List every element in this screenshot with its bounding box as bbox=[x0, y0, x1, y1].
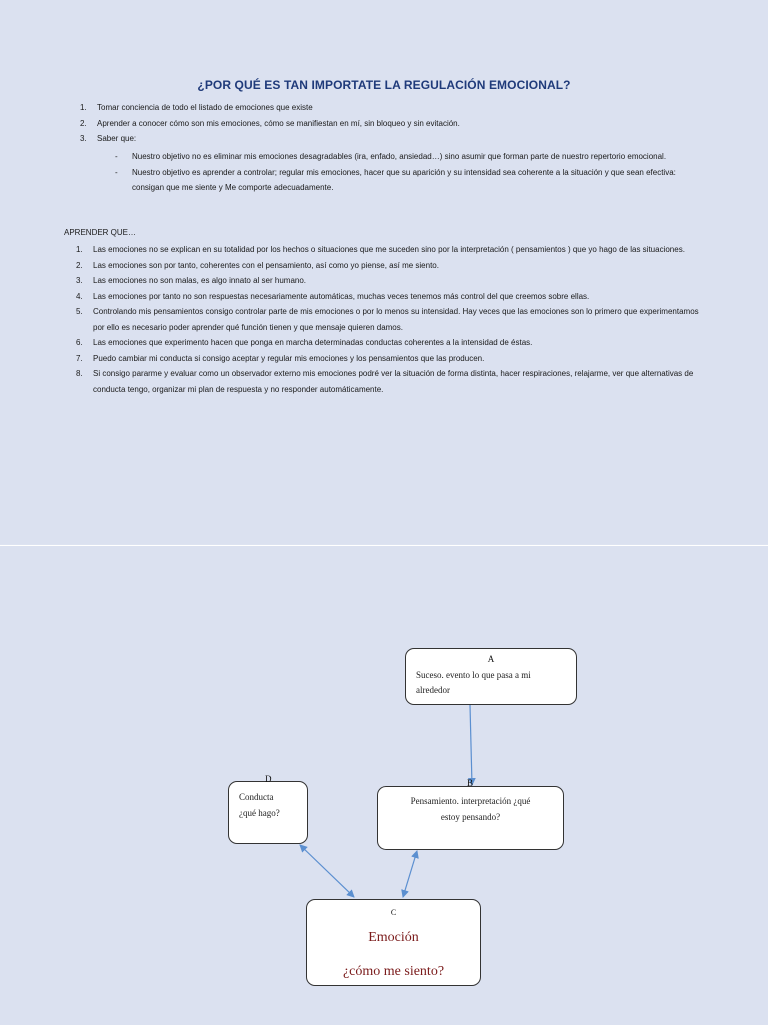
item-text: Las emociones no se explican en su totalidad por los hechos o situaciones que me suceden sino por la interpretación ( pensamientos ) que yo hago de las situaciones. bbox=[93, 245, 685, 254]
box-a-suceso bbox=[405, 648, 577, 705]
item-text: Tomar conciencia de todo el listado de emociones que existe bbox=[97, 103, 313, 112]
box-b-pensamiento bbox=[377, 786, 564, 850]
item-number: 3. bbox=[80, 134, 87, 143]
box-letter: B bbox=[467, 778, 474, 788]
item-number: 2. bbox=[80, 118, 87, 128]
item-text: Las emociones no son malas, es algo innato al ser humano. bbox=[93, 276, 307, 285]
item-text: Las emociones que experimento hacen que ponga en marcha determinadas conductas coherentes a la intensidad de éstas. bbox=[93, 338, 533, 347]
item-number: 4. bbox=[76, 291, 83, 301]
box-text-line: ¿cómo me siento? bbox=[342, 964, 445, 979]
bullet-dash: - bbox=[115, 152, 118, 161]
box-letter: C bbox=[390, 908, 397, 917]
box-text-line: estoy pensando? bbox=[440, 812, 501, 822]
item-number: 7. bbox=[76, 353, 83, 363]
box-text-line: Suceso. evento lo que pasa a mi bbox=[416, 670, 531, 680]
item-text: Si consigo pararme y evaluar como un observador externo mis emociones podré ver la situación de forma distinta, hacer respiraciones, relajarme, ver que alternativas de conducta tengo, organizar mi plan de respuesta y no responder automáticamente. bbox=[93, 369, 694, 394]
box-text-line: ¿qué hago? bbox=[239, 808, 280, 818]
item-text: Nuestro objetivo no es eliminar mis emociones desagradables (ira, enfado, ansiedad…) sino asumir que forman parte de nuestro repertorio emocional. bbox=[132, 152, 667, 161]
item-number: 6. bbox=[76, 338, 83, 347]
box-text bbox=[239, 789, 280, 821]
item-text: Nuestro objetivo es aprender a controlar; regular mis emociones, hacer que su aparición y su intensidad sea coherente a la situación y que sean efectiva: consigan que me siente y Me comporte adecuadamente. bbox=[132, 167, 676, 192]
section-heading: APRENDER QUE… bbox=[64, 228, 137, 237]
item-number: 3. bbox=[76, 276, 83, 285]
item-text: Aprender a conocer cómo son mis emociones, cómo se manifiestan en mí, sin bloqueo y sin evitación. bbox=[97, 118, 460, 128]
box-text-line: alrededor bbox=[416, 685, 450, 695]
item-text: Controlando mis pensamientos consigo controlar parte de mis emociones o por lo menos su intensidad. Hay veces que las emociones son lo primero que experimentamos por ello es necesario poder aprender qué función tienen y que mensaje quieren damos. bbox=[93, 307, 699, 332]
box-text-line: Emoción bbox=[368, 930, 419, 945]
item-number: 8. bbox=[76, 369, 83, 378]
box-text-line: Pensamiento. interpretación ¿qué bbox=[410, 796, 531, 806]
box-letter: A bbox=[487, 654, 495, 664]
box-d-conducta bbox=[228, 781, 308, 844]
bullet-dash: - bbox=[115, 167, 118, 177]
item-number: 1. bbox=[76, 245, 83, 254]
item-text: Saber que: bbox=[97, 134, 137, 143]
arrow-d-c bbox=[300, 845, 354, 897]
box-letter: D bbox=[265, 774, 272, 784]
box-text bbox=[416, 668, 566, 698]
item-text: Las emociones por tanto no son respuestas necesariamente automáticas, muchas veces tenemos más control del que creemos sobre ellas. bbox=[93, 291, 590, 301]
item-text: Puedo cambiar mi conducta si consigo aceptar y regular mis emociones y los pensamientos que las producen. bbox=[93, 353, 485, 363]
arrow-c-b bbox=[403, 851, 417, 897]
item-number: 1. bbox=[80, 103, 87, 112]
box-text-line: Conducta bbox=[239, 792, 274, 802]
box-c-emocion bbox=[306, 899, 481, 986]
item-number: 5. bbox=[76, 307, 83, 316]
page-title: ¿POR QUÉ ES TAN IMPORTATE LA REGULACIÓN EMOCIONAL? bbox=[197, 78, 571, 92]
box-text bbox=[378, 793, 563, 825]
item-text: Las emociones son por tanto, coherentes con el pensamiento, así como yo piense, así me siento. bbox=[93, 260, 439, 270]
arrow-a-to-b bbox=[470, 705, 472, 785]
item-number: 2. bbox=[76, 260, 83, 270]
